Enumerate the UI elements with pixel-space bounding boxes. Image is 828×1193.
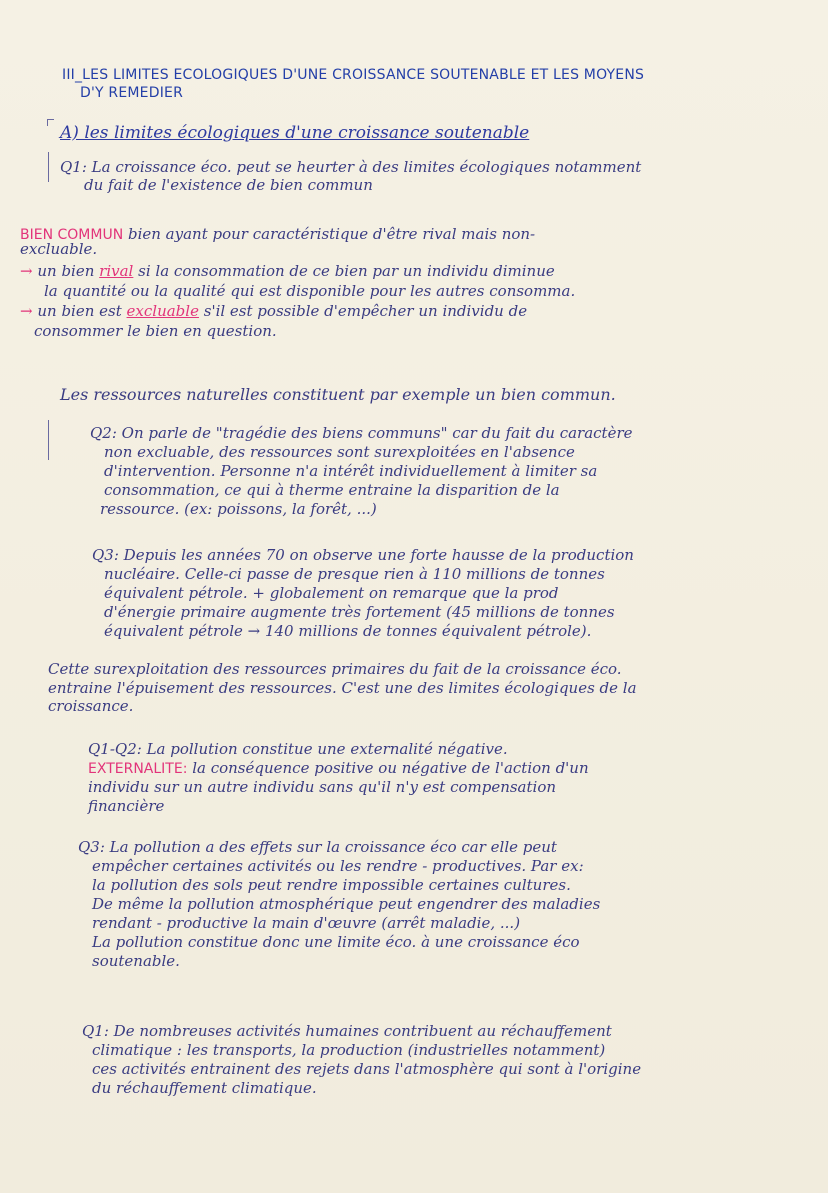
text-line: consommer le bien en question. (34, 322, 277, 340)
text-line: empêcher certaines activités ou les rendre - productives. Par ex: (92, 857, 584, 875)
text-line: soutenable. (92, 952, 180, 970)
text-line: équivalent pétrole → 140 millions de tonnes équivalent pétrole). (104, 622, 592, 640)
text-line: entraine l'épuisement des ressources. C'est une des limites écologiques de la (48, 679, 637, 697)
text-line: d'énergie primaire augmente très fortement (45 millions de tonnes (104, 603, 615, 621)
text-line: Q1: La croissance éco. peut se heurter à des limites écologiques notamment (60, 158, 642, 176)
definition-externalite (88, 759, 589, 778)
text-line: Q3: La pollution a des effets sur la croissance éco car elle peut (78, 838, 557, 856)
text-line: De même la pollution atmosphérique peut engendrer des maladies (92, 895, 601, 913)
text-line: équivalent pétrole. + globalement on remarque que la prod (104, 584, 559, 602)
text-line: Q2: On parle de "tragédie des biens communs" car du fait du caractère (90, 424, 633, 442)
text-line: Q3: Depuis les années 70 on observe une forte hausse de la production (92, 546, 634, 564)
term-excluable: excluable (126, 302, 199, 320)
text-line: Q1-Q2: La pollution constitue une externalité négative. (88, 740, 508, 758)
bullet-rival: → un bien rival si la consommation de ce bien par un individu diminue (20, 262, 555, 280)
text-line: financière (88, 797, 165, 815)
term-bien-commun: BIEN COMMUN (20, 227, 124, 243)
text-line: rendant - productive la main d'œuvre (arrêt maladie, ...) (92, 914, 521, 932)
text-line: du réchauffement climatique. (92, 1079, 317, 1097)
bracket-mark (47, 119, 54, 126)
text-line: individu sur un autre individu sans qu'il n'y est compensation (88, 778, 557, 796)
arrow-icon: → (20, 262, 33, 280)
text-line: excluable. (20, 240, 98, 258)
term-externalite: EXTERNALITE: (88, 761, 188, 777)
definition-text: bien ayant pour caractéristique d'être rival mais non- (127, 225, 536, 243)
subsection-title: A) les limites écologiques d'une croissance soutenable (60, 123, 530, 143)
text-line: consommation, ce qui à therme entraine la disparition de la (104, 481, 560, 499)
text-line: ces activités entrainent des rejets dans l'atmosphère qui sont à l'origine (92, 1060, 642, 1078)
text-line: la quantité ou la qualité qui est disponible pour les autres consomma. (44, 282, 576, 300)
text-line: croissance. (48, 697, 134, 715)
text-line: du fait de l'existence de bien commun (84, 176, 373, 194)
section-title-line1: III_LES LIMITES ECOLOGIQUES D'UNE CROISSANCE SOUTENABLE ET LES MOYENS (62, 67, 645, 83)
margin-bar-1 (48, 152, 49, 182)
bullet-excluable: → un bien est excluable s'il est possible d'empêcher un individu de (20, 302, 528, 320)
text-line: d'intervention. Personne n'a intérêt individuellement à limiter sa (104, 462, 598, 480)
text-line: La pollution constitue donc une limite éco. à une croissance éco (92, 933, 580, 951)
term-rival: rival (99, 262, 134, 280)
definition-bien-commun (20, 225, 535, 244)
text-line: non excluable, des ressources sont surexploitées en l'absence (104, 443, 575, 461)
text-line: la pollution des sols peut rendre impossible certaines cultures. (92, 876, 571, 894)
text-line: ressource. (ex: poissons, la forêt, ...) (100, 500, 377, 518)
margin-bar-2 (48, 420, 49, 460)
text-line: Q1: De nombreuses activités humaines contribuent au réchauffement (82, 1022, 612, 1040)
text-line: Cette surexploitation des ressources primaires du fait de la croissance éco. (48, 660, 622, 678)
definition-text: la conséquence positive ou négative de l'action d'un (192, 759, 589, 777)
arrow-icon: → (20, 302, 33, 320)
text-line: climatique : les transports, la production (industrielles notamment) (92, 1041, 606, 1059)
section-title-line2: D'Y REMEDIER (80, 85, 184, 101)
text-line: Les ressources naturelles constituent par exemple un bien commun. (60, 385, 616, 404)
text-line: nucléaire. Celle-ci passe de presque rien à 110 millions de tonnes (104, 565, 605, 583)
